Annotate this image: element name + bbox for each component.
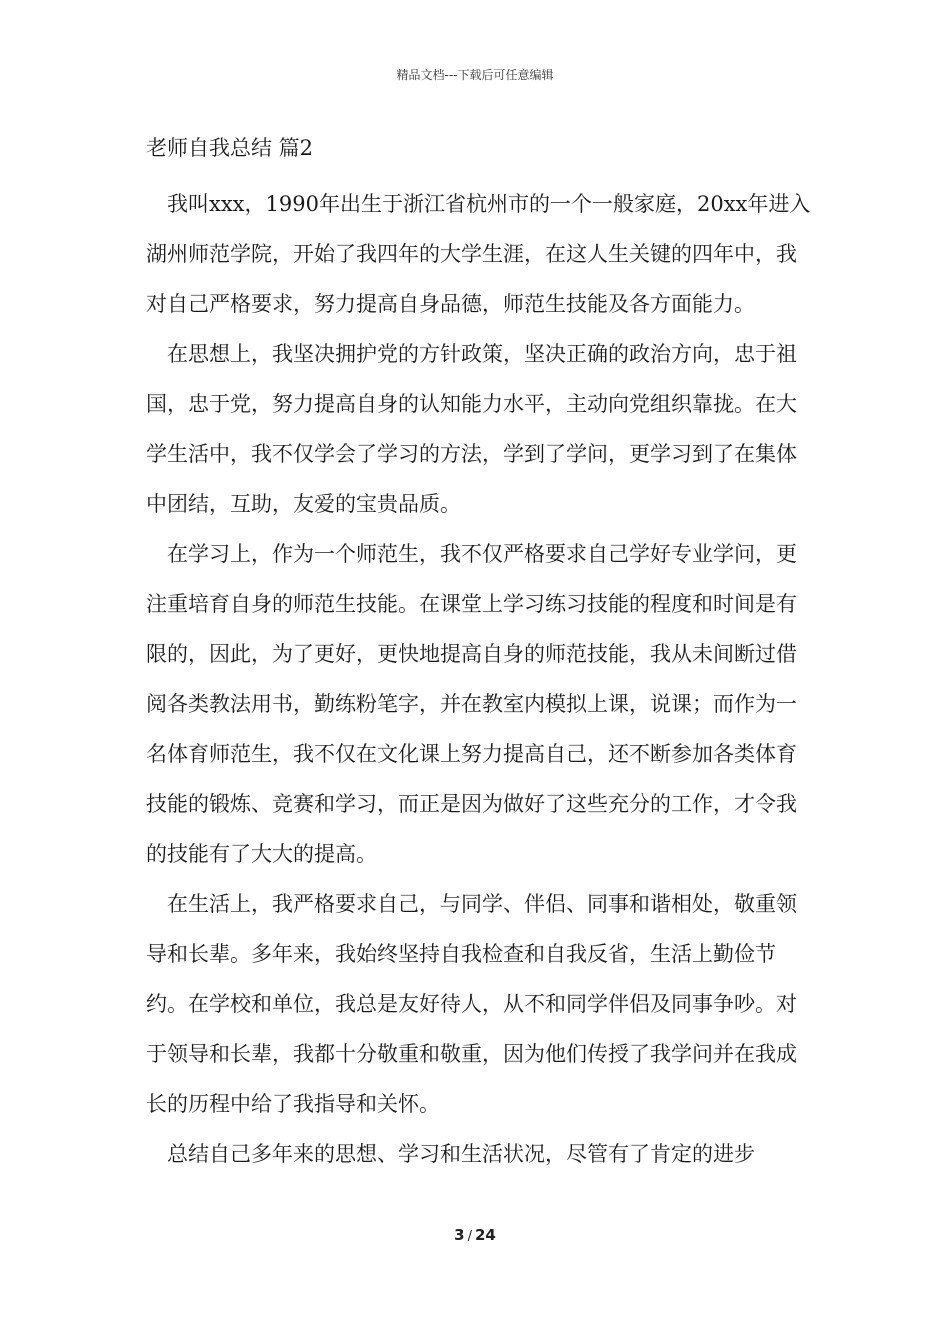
paragraph-life: 在生活上，我严格要求自己，与同学、伴侣、同事和谐相处，敬重领导和长辈。多年来，我始终坚持自我检查和自我反省，生活上勤俭节约。在学校和单位，我总是友好待人，从不和同学伴侣及同事争吵。对于领导和长辈，我都十分敬重和敬重，因为他们传授了我学问并在我成长的历程中给了我指导和关怀。 bbox=[146, 892, 797, 1116]
header-note: 精品文档---下载后可任意编辑 bbox=[396, 68, 554, 82]
total-pages-number: 24 bbox=[474, 1226, 496, 1244]
document-title: 老师自我总结 篇2 bbox=[146, 136, 314, 160]
paragraph-ideology: 在思想上，我坚决拥护党的方针政策，坚决正确的政治方向，忠于祖国，忠于党，努力提高自身的认知能力水平，主动向党组织靠拢。在大学生活中，我不仅学会了学习的方法，学到了学问，更学习到了在集体中团结，互助，友爱的宝贵品质。 bbox=[146, 342, 797, 516]
page-separator: / bbox=[467, 1229, 472, 1244]
current-page-number: 3 bbox=[454, 1226, 465, 1244]
document-body bbox=[146, 179, 812, 1179]
paragraph-study: 在学习上，作为一个师范生，我不仅严格要求自己学好专业学问，更注重培育自身的师范生技能。在课堂上学习练习技能的程度和时间是有限的，因此，为了更好，更快地提高自身的师范技能，我从未间断过借阅各类教法用书，勤练粉笔字，并在教室内模拟上课，说课；而作为一名体育师范生，我不仅在文化课上努力提高自己，还不断参加各类体育技能的锻炼、竞赛和学习，而正是因为做好了这些充分的工作，才令我的技能有了大大的提高。 bbox=[146, 542, 797, 866]
paragraph-intro: 我叫xxx，1990年出生于浙江省杭州市的一个一般家庭，20xx年进入湖州师范学院，开始了我四年的大学生涯，在这人生关键的四年中，我对自己严格要求，努力提高自身品德，师范生技能及各方面能力。 bbox=[146, 192, 811, 316]
page-number bbox=[0, 1226, 950, 1244]
paragraph-summary: 总结自己多年来的思想、学习和生活状况，尽管有了肯定的进步 bbox=[167, 1142, 755, 1166]
